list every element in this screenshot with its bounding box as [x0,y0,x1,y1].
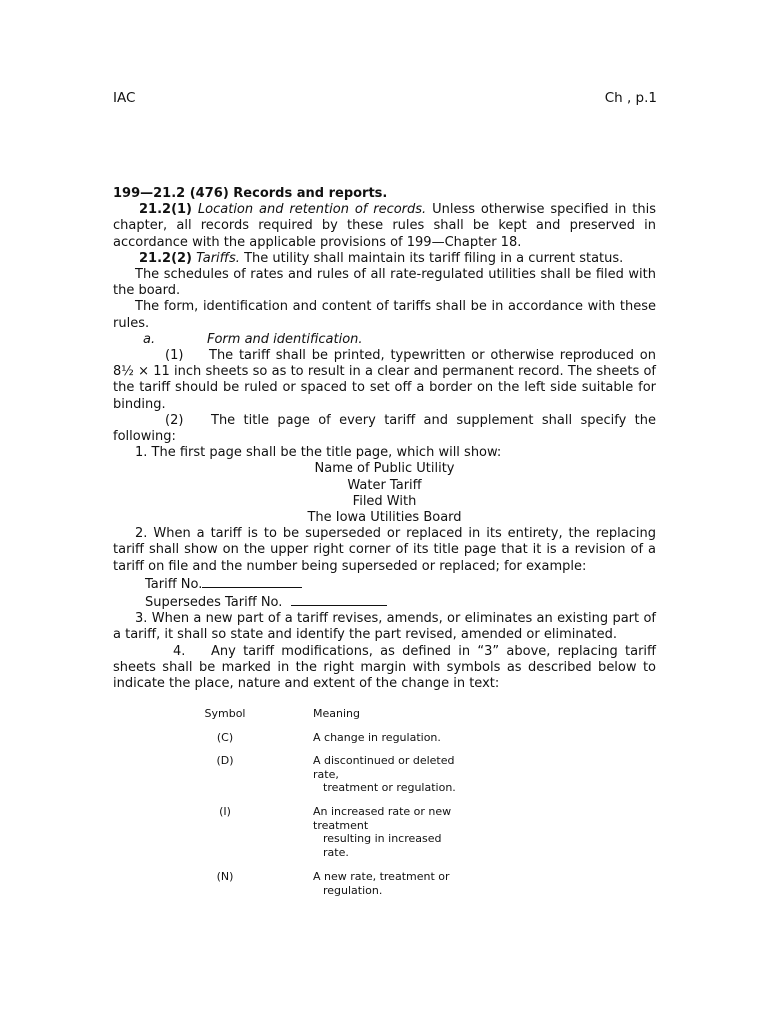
title-page-line: Water Tariff [347,477,422,493]
item-a-text: Form and identification. [207,331,363,347]
point-3: 3. When a new part of a tariff revises, amends, or eliminates an existing part of a tariff, it shall so state and identify the part revised, amended or eliminated. [113,611,656,643]
title-page-line: Filed With [352,493,417,509]
meaning-cell [313,870,463,897]
symbol-cell: (C) [216,731,234,744]
title-page-line: The Iowa Utilities Board [307,510,462,526]
item-a-label: a. [143,331,156,347]
meaning-line: A new rate, treatment or [313,870,450,883]
example-tariff-label: Tariff No. [145,576,203,592]
example-supersedes-label: Supersedes Tariff No. [145,595,283,611]
item-1-label: (1) [165,348,184,364]
blank-line [202,575,302,588]
header-left: IAC [113,90,136,106]
section-title: 199—21.2 (476) Records and reports. [113,186,388,201]
subrule-number: 21.2(1) [139,202,193,218]
meaning-cell [313,805,463,859]
item-2-text: The title page of every tariff and supplement shall specify the following: [113,412,656,445]
paragraph-schedules: The schedules of rates and rules of all rate-regulated utilities shall be filed with the board. [113,267,656,299]
symbol-cell: (N) [216,870,234,883]
subrule-21-2-1 [113,202,656,251]
meaning-line: A change in regulation. [313,731,441,744]
example-tariff-no [113,575,656,593]
subrule-title: Tariffs. [196,250,240,266]
symbol-cell: (I) [219,805,231,818]
symbol-cell: (D) [216,754,234,767]
point-4-label: 4. [173,643,186,659]
subrule-text: Unless otherwise specified in this chapter, all records required by these rules shall be kept and preserved in accordance with the applicable provisions of 199—Chapter 18. [113,202,656,250]
header-right: Ch , p.1 [604,90,657,106]
paragraph-form: The form, identification and content of tariffs shall be in accordance with these rules. [113,299,656,331]
title-page-line: Name of Public Utility [314,461,455,477]
item-2 [113,413,656,445]
subrule-text: The utility shall maintain its tariff filing in a current status. [239,250,624,266]
meaning-cell [313,754,463,795]
subrule-number: 21.2(2) [139,250,193,266]
meaning-line: A discontinued or deleted rate, [313,754,455,781]
header-symbol: Symbol [204,707,246,720]
blank-line [291,593,387,606]
point-1: 1. The first page shall be the title page, which will show: [135,445,502,461]
document-body [113,186,656,692]
point-4-text: Any tariff modifications, as defined in “3” above, replacing tariff sheets shall be marked in the right margin with symbols as described below to indicate the place, nature and extent of the change in text: [113,643,656,692]
point-2: 2. When a tariff is to be superseded or replaced in its entirety, the replacing tariff shall show on the upper right corner of its title page that it is a revision of a tariff on file and the number being superseded or replaced; for example: [113,526,656,574]
point-4 [113,644,656,693]
subrule-title: Location and retention of records. [197,202,427,218]
meaning-cell [313,731,473,745]
meaning-line: regulation. [323,883,383,897]
meaning-line: resulting in increased rate. [323,832,442,859]
item-2-label: (2) [165,412,184,428]
item-a [113,332,656,348]
header-meaning: Meaning [313,707,360,720]
meaning-line: An increased rate or new treatment [313,805,452,832]
meaning-line: treatment or regulation. [323,781,456,794]
item-1 [113,348,656,413]
subrule-21-2-2 [113,251,656,267]
example-supersedes [113,593,656,611]
item-1-text: The tariff shall be printed, typewritten or otherwise reproduced on 8½ × 11 inch sheets so as to result in a clear and permanent record. The sheets of the tariff should be ruled or spaced to set off a border on the left side suitable for binding. [113,348,656,412]
